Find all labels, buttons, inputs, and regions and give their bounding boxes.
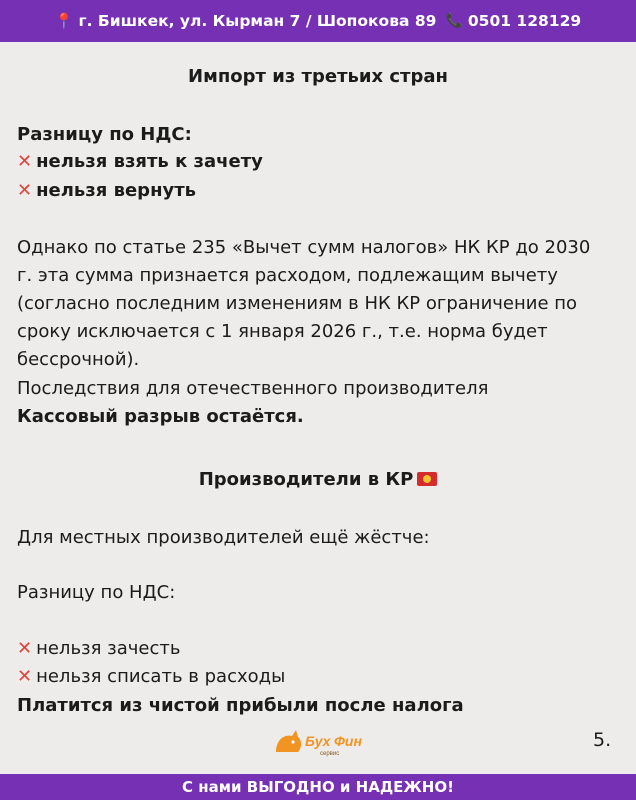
- section2-title-text: Производители в КР: [198, 469, 414, 490]
- section2-title: [0, 467, 636, 493]
- logo-mascot-eye: [291, 740, 294, 743]
- header-address: г. Бишкек, ул. Кырман 7 / Шопокова 89: [78, 12, 437, 30]
- paragraph-line: Однако по статье 235 «Вычет сумм налогов» НК КР до 2030: [17, 237, 591, 258]
- header-bar: [0, 0, 636, 42]
- cash-gap-line: Кассовый разрыв остаётся.: [17, 406, 304, 427]
- section2-conclusion: Платится из чистой прибыли после налога: [17, 695, 464, 716]
- kyrgyzstan-flag-icon: [417, 472, 437, 486]
- footer-slogan: С нами ВЫГОДНО и НАДЕЖНО!: [182, 778, 454, 796]
- page-number: 5.: [593, 729, 612, 751]
- paragraph-line: (согласно последним изменениям в НК КР ограничение по: [17, 293, 578, 314]
- paragraph-line: бессрочной).: [17, 349, 140, 370]
- logo-text-part2: Фин: [334, 733, 362, 749]
- item-text: нельзя зачесть: [36, 638, 181, 659]
- cross-mark-icon: ✕: [17, 638, 33, 659]
- item-text: нельзя взять к зачету: [36, 151, 263, 172]
- location-pin-icon: 📍: [54, 12, 74, 30]
- section2-list-item: [17, 636, 180, 662]
- header-phone[interactable]: 0501 128129: [467, 12, 582, 30]
- item-text: нельзя списать в расходы: [36, 666, 286, 687]
- logo-subtext: сервис: [320, 751, 340, 757]
- phone-icon: 📞: [445, 13, 463, 29]
- cross-mark-icon: ✕: [17, 666, 33, 687]
- section1-vat-heading: Разницу по НДС:: [17, 124, 192, 145]
- paragraph-line: г. эта сумма признается расходом, подлежащим вычету: [17, 265, 558, 286]
- cross-mark-icon: ✕: [17, 180, 33, 201]
- footer-bar: [0, 774, 636, 800]
- cross-mark-icon: ✕: [17, 151, 33, 172]
- section1-title: Импорт из третьих стран: [188, 66, 448, 87]
- section1-list-item: [17, 149, 263, 175]
- consequences-line: Последствия для отечественного производителя: [17, 378, 489, 399]
- section2-intro: Для местных производителей ещё жёстче:: [17, 527, 430, 548]
- section1-list-item: [17, 178, 196, 204]
- logo-text-part1: Бух: [305, 733, 331, 749]
- item-text: нельзя вернуть: [36, 180, 197, 201]
- section2-list-item: [17, 664, 285, 690]
- buhfin-logo: [272, 722, 368, 762]
- section2-vat-heading: Разницу по НДС:: [17, 582, 176, 603]
- paragraph-line: сроку исключается с 1 января 2026 г., т.е. норма будет: [17, 321, 548, 342]
- logo-mascot-shape: [276, 730, 301, 752]
